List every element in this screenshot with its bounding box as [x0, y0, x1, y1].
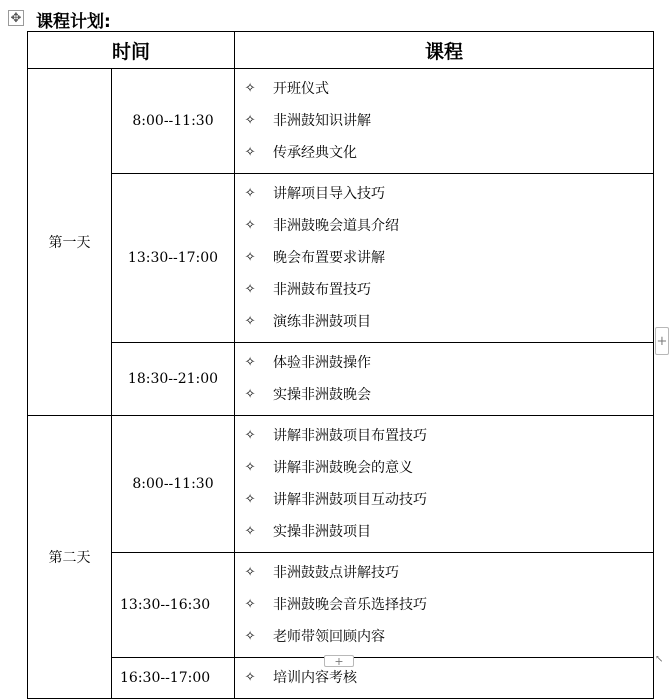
header-course: 课程	[235, 32, 654, 69]
course-name: 讲解非洲鼓项目布置技巧	[273, 428, 428, 444]
list-item	[235, 516, 653, 548]
list-item	[235, 420, 653, 452]
list-item	[235, 589, 653, 621]
course-cell	[235, 416, 654, 553]
list-item	[235, 379, 653, 411]
course-list	[235, 416, 653, 552]
star-bullet-icon: ✧	[244, 524, 256, 539]
course-name: 实操非洲鼓晚会	[273, 387, 372, 403]
plus-icon: +	[656, 333, 668, 349]
time-cell: 8:00--11:30	[112, 69, 235, 174]
star-bullet-icon: ✧	[244, 597, 256, 612]
course-name: 实操非洲鼓项目	[273, 524, 372, 540]
add-row-handle[interactable]	[324, 655, 354, 667]
course-list	[235, 174, 653, 342]
table-move-handle[interactable]	[8, 10, 24, 26]
list-item	[235, 306, 653, 338]
list-item	[235, 242, 653, 274]
star-bullet-icon: ✧	[244, 250, 256, 265]
day-label: 第一天	[28, 69, 112, 416]
table-row	[28, 343, 654, 416]
time-cell: 8:00--11:30	[112, 416, 235, 553]
course-name: 非洲鼓知识讲解	[273, 113, 372, 129]
course-name: 开班仪式	[273, 81, 330, 97]
star-bullet-icon: ✧	[244, 355, 256, 370]
course-name: 非洲鼓鼓点讲解技巧	[273, 565, 400, 581]
star-bullet-icon: ✧	[244, 629, 256, 644]
star-bullet-icon: ✧	[244, 460, 256, 475]
list-item	[235, 105, 653, 137]
star-bullet-icon: ✧	[244, 81, 256, 96]
list-item	[235, 210, 653, 242]
table-row	[28, 174, 654, 343]
star-bullet-icon: ✧	[244, 314, 256, 329]
star-bullet-icon: ✧	[244, 282, 256, 297]
course-name: 培训内容考核	[273, 670, 358, 686]
list-item	[235, 557, 653, 589]
list-item	[235, 347, 653, 379]
course-cell	[235, 553, 654, 658]
star-bullet-icon: ✧	[244, 186, 256, 201]
section-heading: 课程计划:	[36, 12, 111, 32]
schedule-body	[28, 69, 654, 699]
course-name: 晚会布置要求讲解	[273, 250, 386, 266]
list-item	[235, 452, 653, 484]
course-name: 非洲鼓布置技巧	[273, 282, 372, 298]
list-item	[235, 662, 653, 694]
list-item	[235, 137, 653, 169]
table-row	[28, 416, 654, 553]
add-column-handle[interactable]	[655, 327, 669, 355]
course-list	[235, 69, 653, 173]
star-bullet-icon: ✧	[244, 492, 256, 507]
course-name: 非洲鼓晚会音乐选择技巧	[273, 597, 428, 613]
star-bullet-icon: ✧	[244, 670, 256, 685]
course-list	[235, 658, 653, 698]
star-bullet-icon: ✧	[244, 565, 256, 580]
table-header-row	[28, 32, 654, 69]
list-item	[235, 73, 653, 105]
course-cell	[235, 69, 654, 174]
star-bullet-icon: ✧	[244, 387, 256, 402]
table-row	[28, 69, 654, 174]
star-bullet-icon: ✧	[244, 113, 256, 128]
course-cell	[235, 174, 654, 343]
time-cell: 18:30--21:00	[112, 343, 235, 416]
list-item	[235, 274, 653, 306]
table-row	[28, 553, 654, 658]
course-list	[235, 343, 653, 415]
move-arrows-icon: ✥	[10, 10, 22, 26]
day-label: 第二天	[28, 416, 112, 699]
time-cell: 13:30--16:30	[112, 553, 235, 658]
star-bullet-icon: ✧	[244, 428, 256, 443]
course-name: 体验非洲鼓操作	[273, 355, 372, 371]
course-cell	[235, 343, 654, 416]
course-name: 讲解非洲鼓项目互动技巧	[273, 492, 428, 508]
time-cell: 16:30--17:00	[112, 658, 235, 699]
resize-corner-icon[interactable]: ↖	[655, 654, 664, 665]
course-name: 老师带领回顾内容	[273, 629, 386, 645]
star-bullet-icon: ✧	[244, 218, 256, 233]
plus-icon: +	[334, 654, 344, 668]
course-name: 演练非洲鼓项目	[273, 314, 372, 330]
course-name: 传承经典文化	[273, 145, 358, 161]
course-name: 非洲鼓晚会道具介绍	[273, 218, 400, 234]
list-item	[235, 484, 653, 516]
course-name: 讲解非洲鼓晚会的意义	[273, 460, 414, 476]
course-schedule-table	[27, 31, 654, 699]
star-bullet-icon: ✧	[244, 145, 256, 160]
list-item	[235, 621, 653, 653]
list-item	[235, 178, 653, 210]
course-list	[235, 553, 653, 657]
time-cell: 13:30--17:00	[112, 174, 235, 343]
header-time: 时间	[28, 32, 235, 69]
course-name: 讲解项目导入技巧	[273, 186, 386, 202]
